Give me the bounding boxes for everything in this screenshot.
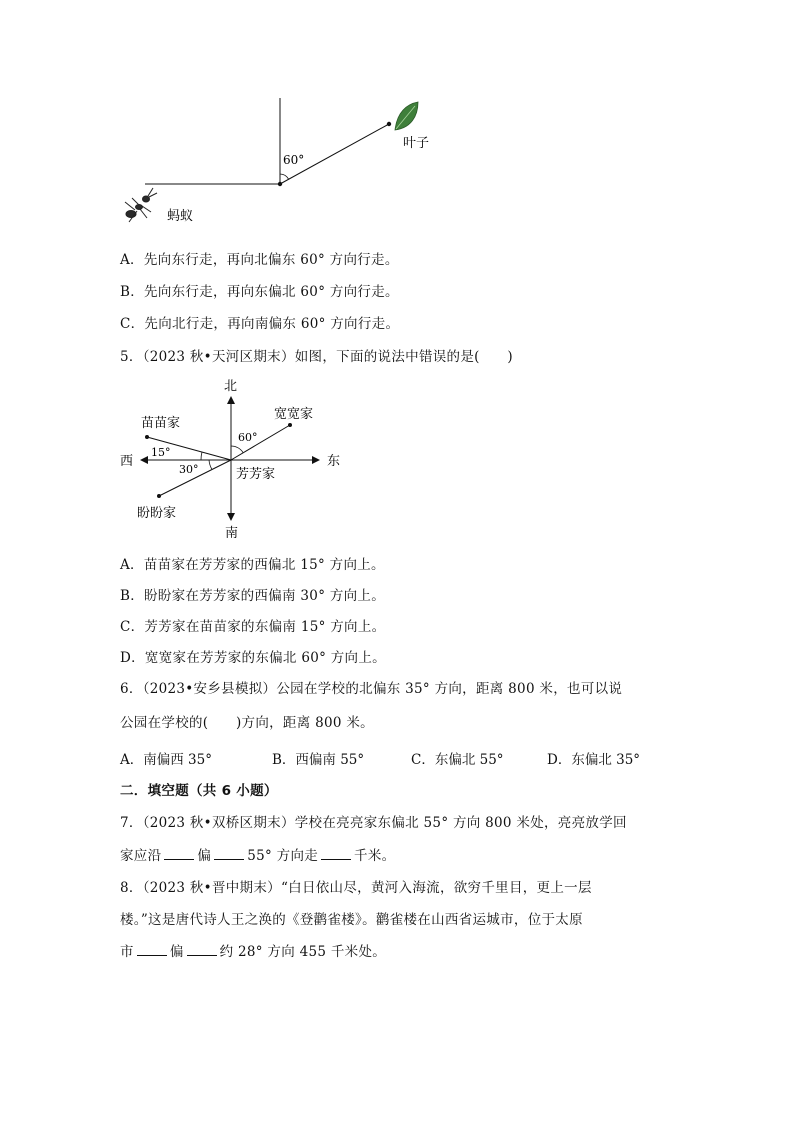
leaf-icon — [395, 102, 418, 130]
east-label: 东 — [327, 454, 341, 469]
section-2-title: 二．填空题（共 6 小题） — [120, 783, 278, 799]
q5-option-a[interactable]: A．苗苗家在芳芳家的西偏北 15° 方向上。 — [120, 557, 385, 573]
fangfang-label: 芳芳家 — [236, 467, 276, 482]
q5-option-d[interactable]: D．宽宽家在芳芳家的东偏北 60° 方向上。 — [120, 650, 386, 666]
q7-blank-1[interactable] — [164, 847, 194, 860]
q6-option-c[interactable]: C．东偏北 55° — [411, 752, 504, 768]
q6-option-d[interactable]: D．东偏北 35° — [547, 752, 641, 768]
west-label: 西 — [120, 454, 134, 469]
q7-text-b: 偏 — [197, 848, 212, 864]
panpan-point — [157, 494, 161, 498]
q7-line2 — [120, 844, 395, 864]
q5-option-c[interactable]: C．芳芳家在苗苗家的东偏南 15° 方向上。 — [120, 619, 386, 635]
q4-option-c[interactable]: C．先向北行走，再向南偏东 60° 方向行走。 — [120, 316, 400, 332]
q8-line1: 8．（2023 秋•晋中期末）“白日依山尽，黄河入海流，欲穷千里目，更上一层 — [120, 880, 592, 896]
q8-blank-1[interactable] — [137, 943, 167, 956]
q8-text-a: 市 — [120, 944, 134, 960]
q7-text-d: 千米。 — [354, 848, 396, 864]
ant-leaf-figure — [115, 90, 445, 240]
ant-icon — [125, 188, 157, 222]
q7-text-a: 家应沿 — [120, 848, 162, 864]
leaf-point — [387, 122, 391, 126]
angle-60-label: 60° — [283, 153, 305, 167]
q7-blank-2[interactable] — [214, 847, 244, 860]
north-label: 北 — [224, 379, 238, 394]
arc-60 — [231, 446, 243, 453]
q7-blank-3[interactable] — [321, 847, 351, 860]
compass-figure — [112, 372, 352, 542]
arc-15 — [201, 452, 202, 460]
miaomiao-label: 苗苗家 — [141, 416, 181, 431]
q8-line2: 楼。”这是唐代诗人王之涣的《登鹳雀楼》。鹳雀楼在山西省运城市，位于太原 — [120, 912, 583, 928]
q7-line1: 7．（2023 秋•双桥区期末）学校在亮亮家东偏北 55° 方向 800 米处，亮亮放学回 — [120, 815, 627, 831]
kuankuan-point — [288, 423, 292, 427]
turn-point — [278, 182, 282, 186]
q7-text-c: 55° 方向走 — [247, 848, 319, 864]
q8-text-c: 约 28° 方向 455 千米处。 — [219, 944, 387, 960]
q6-stem-line2: 公园在学校的( )方向，距离 800 米。 — [120, 715, 374, 731]
arc-30 — [209, 460, 212, 470]
miaomiao-point — [145, 435, 149, 439]
q6-option-a[interactable]: A．南偏西 35° — [120, 752, 212, 768]
angle-60-label: 60° — [238, 431, 258, 444]
q5-stem: 5．（2023 秋•天河区期末）如图，下面的说法中错误的是( ) — [120, 349, 513, 365]
angle-arc — [280, 174, 289, 179]
angle-30-label: 30° — [179, 463, 199, 476]
q8-line3 — [120, 940, 386, 960]
angle-15-label: 15° — [151, 446, 171, 459]
panpan-label: 盼盼家 — [137, 506, 177, 521]
south-label: 南 — [225, 526, 239, 541]
leaf-label: 叶子 — [403, 136, 430, 151]
q6-stem-line1: 6．（2023•安乡县模拟）公园在学校的北偏东 35° 方向，距离 800 米，也可以说 — [120, 681, 623, 697]
q4-option-b[interactable]: B．先向东行走，再向东偏北 60° 方向行走。 — [120, 284, 399, 300]
q5-option-b[interactable]: B．盼盼家在芳芳家的西偏南 30° 方向上。 — [120, 588, 386, 604]
q8-text-b: 偏 — [169, 944, 184, 960]
q6-option-b[interactable]: B．西偏南 55° — [272, 752, 365, 768]
kuankuan-label: 宽宽家 — [274, 407, 314, 422]
q8-blank-2[interactable] — [187, 943, 217, 956]
ant-label: 蚂蚁 — [167, 209, 194, 224]
q4-option-a[interactable]: A．先向东行走，再向北偏东 60° 方向行走。 — [120, 252, 399, 268]
